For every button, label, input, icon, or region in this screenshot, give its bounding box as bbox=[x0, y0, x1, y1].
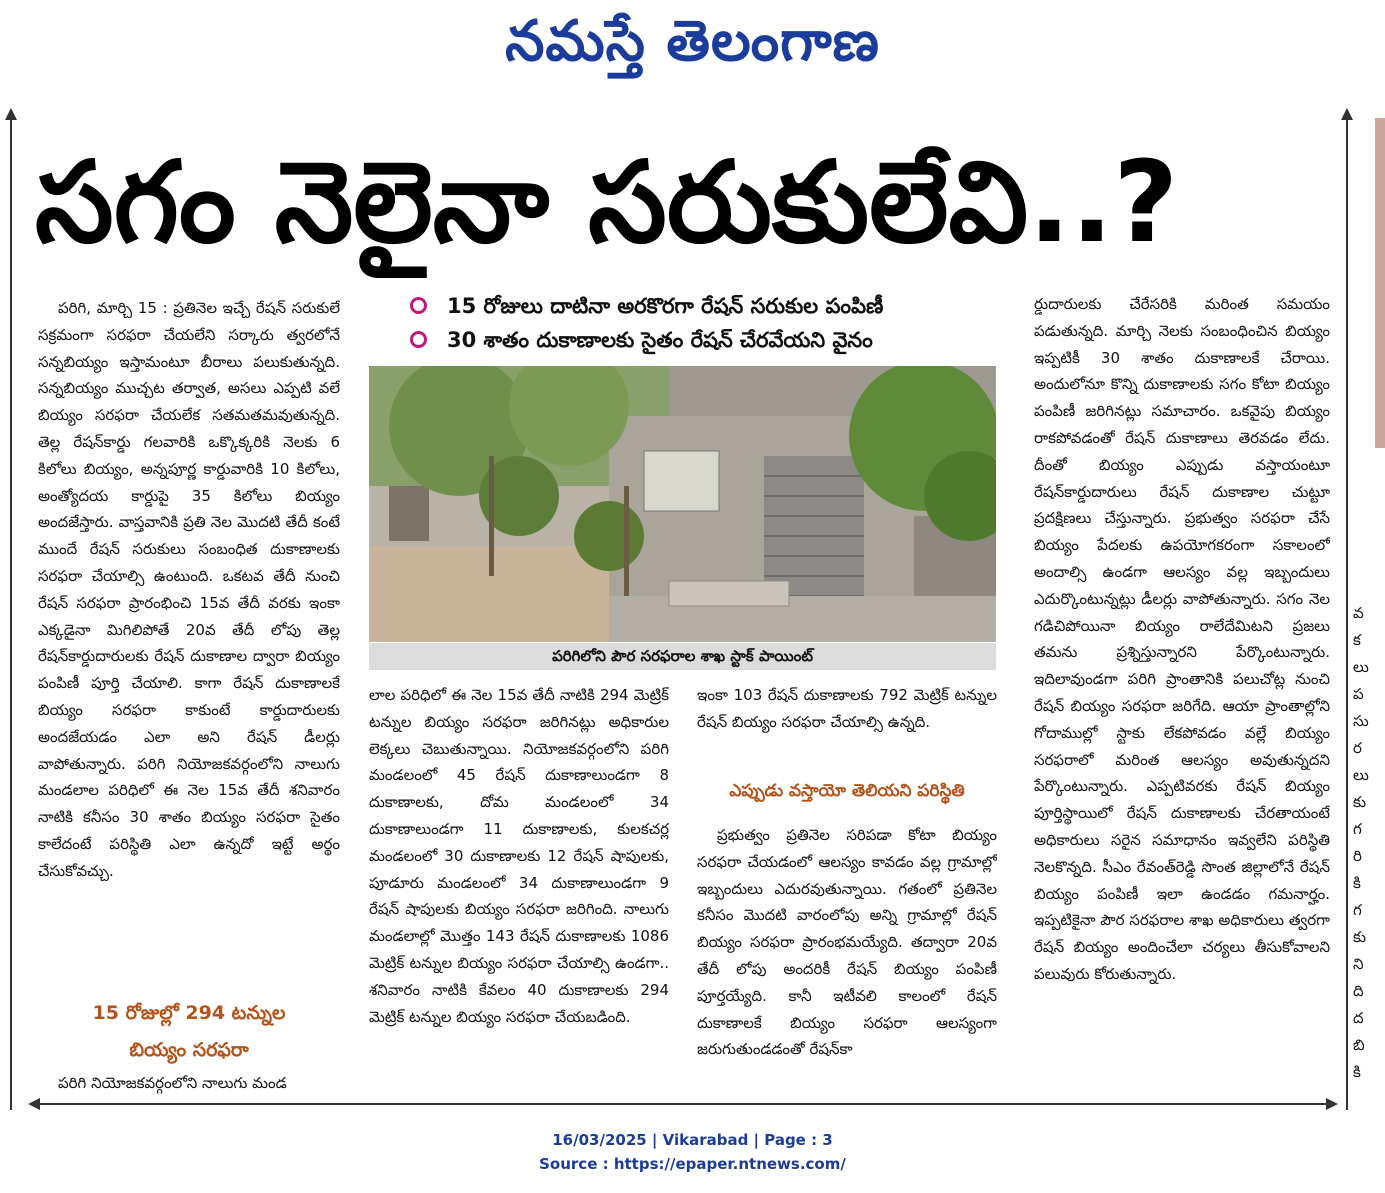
article-column-3-top bbox=[697, 682, 997, 778]
column-4-body: ర్డుదారులకు చేరేసరికి మరింత సమయం పడుతున్నది. మార్చి నెలకు సంబంధించిన బియ్యం ఇప్పటికీ 30 శాతం దుకాణాలకే చేరాయి. అందులోనూ కొన్ని దుకాణాలకు సగం కోటా బియ్యం పంపిణీ జరిగినట్లు సమాచారం. ఒకవైపు బియ్యం రాకపోవడంతో రేషన్ దుకాణాలు తెరవడం లేదు. దీంతో బియ్యం ఎప్పుడు వస్తాయంటూ రేషన్‌కార్డుదారులు రేషన్ దుకాణాల చుట్టూ ప్రదక్షిణలు చేస్తున్నారు. ప్రభుత్వం సరఫరా చేసే బియ్యం పేదలకు ఉపయోగకరంగా సకాలంలో అందాల్సి ఉండగా ఆలస్యం వల్ల ఇబ్బందులు ఎదుర్కొంటున్నట్లు డీలర్లు వాపోతున్నారు. సగం నెల గడిచిపోయినా బియ్యం రాలేదేమిటని ప్రజలు తమను ప్రశ్నిస్తున్నారని పేర్కొంటున్నారు. ఇదిలావుండగా పరిగి ప్రాంతానికి పలుచోట్ల నుంచి రేషన్ బియ్యం సరఫరా జరిగేది. ఆయా ప్రాంతాల్లోని గోదాముల్లో స్టాకు లేకపోవడం వల్లే బియ్యం సరఫరాలో మరింత ఆలస్యం అవుతున్నదని పేర్కొంటున్నారు. ఎప్పటివరకు రేషన్ బియ్యం పూర్తిస్థాయిలో రేషన్ దుకాణాలకు చేరతాయంటే అధికారులు సరైన సమాధానం ఇవ్వలేని పరిస్థితి నెలకొన్నది. సీఎం రేవంత్‌రెడ్డి సొంత జిల్లాలోనే రేషన్ బియ్యం పంపిణీ ఇలా ఉండడం గమనార్హం. ఇప్పటికైనా పౌర సరఫరాల శాఖ అధికారులు త్వరగా రేషన్ బియ్యం అందించేలా చర్యలు తీసుకోవాలని పలువురు కోరుతున్నారు. bbox=[1034, 295, 1330, 983]
column-1-tail: పరిగి నియోజకవర్గంలోని నాలుగు మండ bbox=[58, 1074, 287, 1092]
page-footer bbox=[0, 1128, 1385, 1176]
column-2-body: లాల పరిధిలో ఈ నెల 15వ తేదీ నాటికి 294 మెట్రిక్ టన్నుల బియ్యం సరఫరా జరిగినట్లు అధికారుల లెక్కలు చెబుతున్నాయి. నియోజకవర్గంలోని పరిగి మండలంలో 45 రేషన్ దుకాణాలుండగా 8 దుకాణాలకు, దోమ మండలంలో 34 దుకాణాలుండగా 11 దుకాణాలకు, కులకచర్ల మండలంలో 30 దుకాణాలకు 12 రేషన్ షాపులకు, పూడూరు మండలంలో 34 దుకాణాలుండగా 9 రేషన్ షాపులకు బియ్యం సరఫరా జరిగింది. నాలుగు మండలాల్లో మొత్తం 143 రేషన్ దుకాణాలకు 1086 మెట్రిక్ టన్నుల బియ్యం సరఫరా చేయాల్సి ఉండగా.. శనివారం నాటికి కేవలం 40 దుకాణాలకు 294 మెట్రిక్ టన్నుల బియ్యం సరఫరా చేయబడింది. bbox=[369, 686, 669, 1026]
article-column-3 bbox=[697, 822, 997, 1097]
photo-caption: పరిగిలోని పౌర సరఫరాల శాఖ స్టాక్ పాయింట్ bbox=[369, 643, 996, 670]
neighbor-article-strip: వ క లు ప సు ర లు కు గ రి కి గ కు ని ది ద బి కి bbox=[1353, 604, 1369, 1081]
bullet-circle-icon bbox=[410, 331, 427, 348]
masthead bbox=[0, 0, 1385, 95]
article-column-4 bbox=[1034, 291, 1330, 1096]
edition-info: 16/03/2025 | Vikarabad | Page : 3 bbox=[552, 1131, 833, 1149]
column-1-body: పరిగి, మార్చి 15 : ప్రతినెల ఇచ్చే రేషన్ సరుకులే సక్రమంగా సరఫరా చేయలేని సర్కారు త్వరలోనే సన్నబియ్యం ఇస్తామంటూ బీరాలు పలుకుతున్నది. సన్నబియ్యం ముచ్చట తర్వాత, అసలు ఎప్పటి వలే బియ్యం సరఫరా చేయలేక సతమతమవుతున్నది. తెల్ల రేషన్‌కార్డు గలవారికి ఒక్కొక్కరికి నెలకు 6 కిలోలు బియ్యం, అన్నపూర్ణ కార్డువారికి 10 కిలోలు, అంత్యోదయ కార్డుపై 35 కిలోలు బియ్యం అందజేస్తారు. వాస్తవానికి ప్రతి నెల మొదటి తేదీ కంటే ముందే రేషన్ సరుకులు సంబంధిత దుకాణాలకు సరఫరా చేయాల్సి ఉంటుంది. ఒకటవ తేదీ నుంచి రేషన్ సరఫరా ప్రారంభించి 15వ తేదీ వరకు ఇంకా ఎక్కడైనా మిగిలిపోతే 20వ తేదీ లోపు తెల్ల రేషన్‌కార్డుదారులకు రేషన్ దుకాణాల ద్వారా బియ్యం పంపిణీ పూర్తి చేయాలి. కాగా రేషన్ దుకాణాలకే బియ్యం సరఫరా కాకుంటే కార్డుదారులకు అందజేయడం ఎలా అని రేషన్ డీలర్లు వాపోతున్నారు. పరిగి నియోజకవర్గంలోని నాలుగు మండలాల పరిధిలో ఈ నెల 15వ తేదీ శనివారం నాటికి కనీసం 30 శాతం బియ్యం సరఫరా సైతం కాలేదంటే పరిస్థితి ఎలా ఉన్నదో ఇట్టే అర్థం చేసుకోవచ్చు. bbox=[38, 299, 340, 880]
bullet-circle-icon bbox=[410, 297, 427, 314]
bullet-item: 30 శాతం దుకాణాలకు సైతం రేషన్ చేరవేయని వైనం bbox=[410, 323, 1010, 357]
column-1-subheading bbox=[38, 995, 340, 1069]
bullet-subheadings bbox=[410, 289, 1010, 361]
newspaper-logo: నమస్తే తెలంగాణ bbox=[505, 8, 880, 74]
column-3-subheading: ఎప్పుడు వస్తాయో తెలియని పరిస్థితి bbox=[729, 781, 965, 801]
article-headline: సగం నెలైనా సరుకులేవి..? bbox=[35, 138, 1179, 268]
article-photo bbox=[369, 366, 996, 642]
bullet-item: 15 రోజులు దాటినా అరకొరగా రేషన్ సరుకుల పంపిణీ bbox=[410, 289, 1010, 323]
subheading-line-1: 15 రోజుల్లో 294 టన్నుల bbox=[92, 1002, 286, 1024]
neighbor-article-photo bbox=[1375, 118, 1385, 448]
subheading-line-2: బియ్యం సరఫరా bbox=[129, 1039, 249, 1061]
column-3-body: ప్రభుత్వం ప్రతినెల సరిపడా కోటా బియ్యం సరఫరా చేయడంలో ఆలస్యం కావడం వల్ల గ్రామాల్లో ఇబ్బందులు ఎదురవుతున్నాయి. గతంలో ప్రతినెల కనీసం మొదటి వారంలోపు అన్ని గ్రామాల్లో రేషన్ బియ్యం సరఫరా ప్రారంభమయ్యేది. తద్వారా 20వ తేదీ లోపు అందరికీ రేషన్ బియ్యం పంపిణీ పూర్తయ్యేది. కానీ ఇటీవలి కాలంలో రేషన్ దుకాణాలకే బియ్యం సరఫరా ఆలస్యంగా జరుగుతుండడంతో రేషన్‌కా bbox=[697, 826, 997, 1059]
article-column-1 bbox=[38, 295, 340, 995]
column-3-body-top: ఇంకా 103 రేషన్ దుకాణాలకు 792 మెట్రిక్ టన్నుల రేషన్ బియ్యం సరఫరా చేయాల్సి ఉన్నది. bbox=[697, 686, 997, 731]
source-link[interactable]: Source : https://epaper.ntnews.com/ bbox=[539, 1155, 846, 1173]
page-rule-right bbox=[1346, 118, 1348, 1110]
article-column-2 bbox=[369, 682, 669, 1094]
page-rule-bottom bbox=[40, 1103, 1326, 1105]
page-rule-left bbox=[10, 118, 12, 1110]
